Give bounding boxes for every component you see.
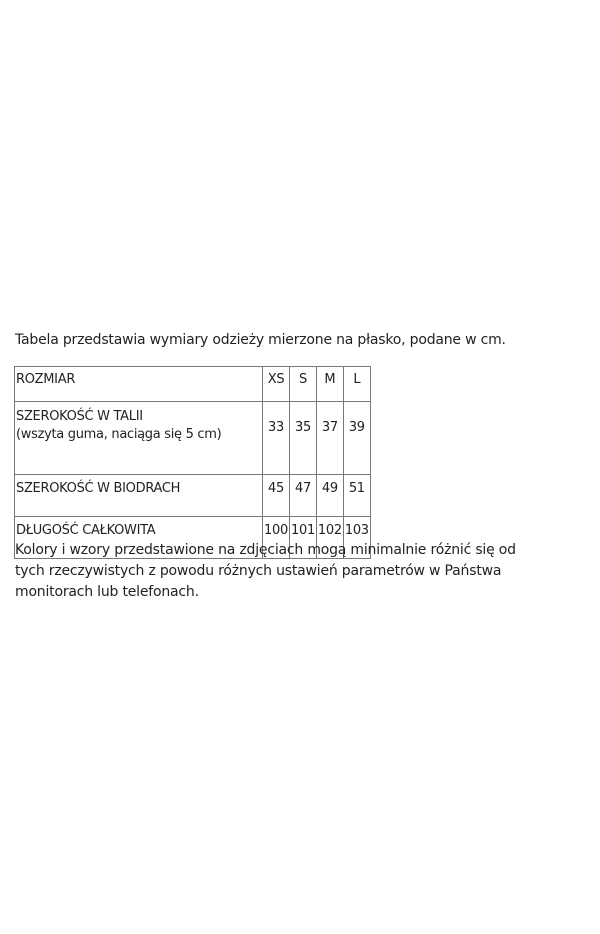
- table-header-row: [15, 367, 371, 402]
- color-disclaimer-note: [15, 540, 585, 603]
- table-intro-text: Tabela przedstawia wymiary odzieży mierzone na płasko, podane w cm.: [15, 332, 506, 348]
- size-header-l: L: [343, 367, 370, 402]
- table-cell: 33: [263, 402, 290, 475]
- table-cell: 45: [263, 475, 290, 517]
- table-row: [15, 475, 371, 517]
- table-cell: 101: [290, 517, 317, 559]
- size-header-xs: XS: [263, 367, 290, 402]
- note-line: monitorach lub telefonach.: [15, 584, 199, 600]
- size-header-m: M: [316, 367, 343, 402]
- table-cell: 51: [343, 475, 370, 517]
- row-label-note: (wszyta guma, naciąga się 5 cm): [16, 427, 222, 442]
- row-label: SZEROKOŚĆ W TALII: [16, 409, 143, 424]
- table-cell: 35: [290, 402, 317, 475]
- table-cell: 49: [316, 475, 343, 517]
- table-cell: 37: [316, 402, 343, 475]
- row-label-cell: [15, 402, 263, 475]
- note-line: tych rzeczywistych z powodu różnych ustawień parametrów w Państwa: [15, 563, 502, 579]
- table-cell: 102: [316, 517, 343, 559]
- table-cell: 47: [290, 475, 317, 517]
- table-cell: 100: [263, 517, 290, 559]
- table-cell: 103: [343, 517, 370, 559]
- table-row: [15, 402, 371, 475]
- table-cell: 39: [343, 402, 370, 475]
- header-label-cell: ROZMIAR: [15, 367, 263, 402]
- size-header-s: S: [290, 367, 317, 402]
- note-line: Kolory i wzory przedstawione na zdjęciach mogą minimalnie różnić się od: [15, 542, 516, 558]
- row-label: SZEROKOŚĆ W BIODRACH: [15, 475, 263, 517]
- size-table: [14, 366, 371, 559]
- row-label: DŁUGOŚĆ CAŁKOWITA: [15, 517, 263, 559]
